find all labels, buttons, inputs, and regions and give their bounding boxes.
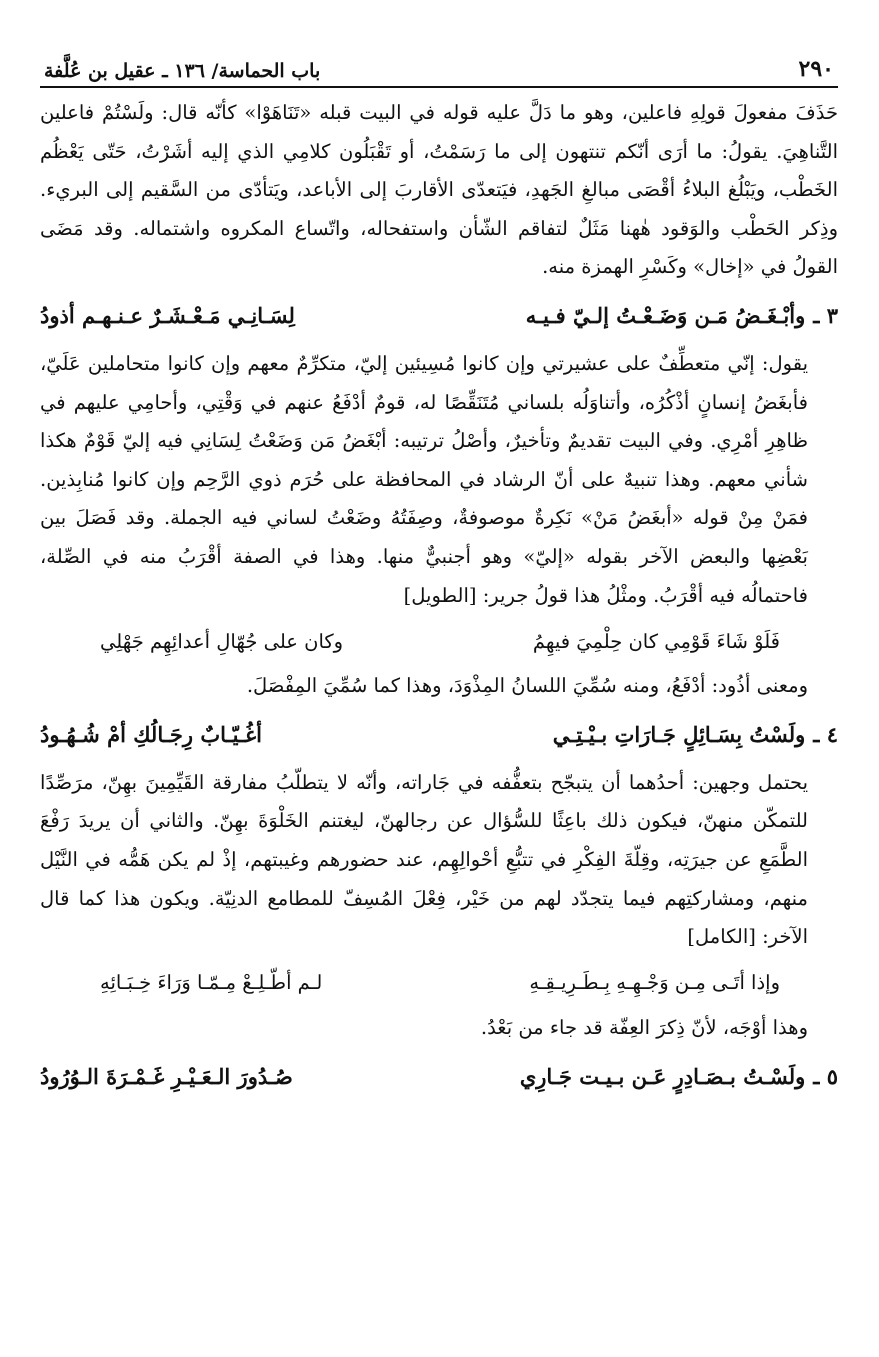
commentary-paragraph: يقول: إنّي متعطِّفٌ على عشيرتي وإن كانوا مُسِيئين إليّ، متكرِّمٌ معهم وإن كانوا متحاملين عَلَيّ، فأبغَضُ إنسانٍ أذْكُرُه، وأتناوَلُه بلساني مُتَنَقِّصًا له، قومٌ أدْفَعُ عنهم في وَقْتِي، وأحامِي عليهم في ظاهِرِ أمْرِي. وفي البيت تقديمٌ وتأخيرٌ، وأصْلُ ترتيبه: أبْغَضُ مَن وَضَعْتُ لِسَانِي فيه إليّ قَوْمٌ هكذا شأني معهم. وهذا تنبيهٌ على أنّ الرشاد في المحافظة على حُرَم ذوي الرَّحِم وإن كانوا مُنابِذين. فمَنْ مِنْ قوله «أبغَضُ مَنْ» نَكِرةٌ موصوفةٌ، وصِفَتُهُ وضَعْتُ لساني فيه الجملة. وقد فَصَلَ بين بَعْضِها والبعض الآخر بقوله «إليّ» وهو أجنبيٌّ منها. وهذا في الصفة أقْرَبُ منه في الصِّلة، فاحتمالُه فيه أقْرَبُ. ومثْلُ هذا قولُ جرير: [الطويل] <box>40 351 808 607</box>
couplet-hemistich-second: وكان على جُهّالِ أعدائِهِم جَهْلِي <box>100 629 344 653</box>
page-number: ٢٩٠ <box>798 56 834 82</box>
quoted-couplet <box>40 963 838 1003</box>
couplet-hemistich-second: لـم أطّـلِـعْ مِـمّـا وَرَاءَ خِـبَـائِهِ <box>100 971 323 995</box>
verse-hemistich-second: صُـدُورَ الـعَـيْـرِ غَـمْـرَةَ الـوُرُودُ <box>40 1063 293 1089</box>
verse-hemistich-first: ولَسْـتُ بـصَـادِرٍ عَـن بـيـت جَـارِي <box>519 1063 806 1089</box>
verse-number: ٥ ـ <box>813 1063 838 1089</box>
verse-number: ٤ ـ <box>813 722 838 748</box>
page-header <box>40 44 838 88</box>
couplet-hemistich-first: وإذا أتَـى مِـن وَجْـهِـهِ بِـطَـرِيـقِـهِ <box>529 971 780 995</box>
couplet-hemistich-first: فَلَوْ شَاءَ قَوْمِي كان حِلْمِيَ فيهِمُ <box>532 629 780 653</box>
verse-hemistich-first: وأبْـغَـضُ مَـن وَضَـعْـتُ إلـيّ فـيـه <box>525 303 806 329</box>
verse-line-3 <box>40 295 838 337</box>
verse-line-4 <box>40 714 838 756</box>
document-page <box>40 44 838 1105</box>
commentary-paragraph: ومعنى أذُود: أدْفَعُ، ومنه سُمِّيَ اللسانُ المِذْوَدَ، وهذا كما سُمِّيَ المِفْصَلَ. <box>246 674 808 698</box>
verse-number: ٣ ـ <box>813 303 838 329</box>
commentary-paragraph: وهذا أوْجَه، لأنّ ذِكرَ العِفّة قد جاء من بَعْدُ. <box>480 1015 808 1039</box>
running-title: باب الحماسة/ ١٣٦ ـ عقيل بن عُلَّفة <box>44 60 321 82</box>
commentary-paragraph: يحتمل وجهين: أحدُهما أن يتبجّح بتعفُّفه في جَاراته، وأنّه لا يتطلّبُ مفارقة القَيِّمِينَ بهِنّ، مرَصِّدًا للتمكّن منهنّ، فيكون ذلك باعِثًا للسُّؤال عن رجالهنّ، ليغتنم الخَلْوَةَ بهِنّ. والثاني أن يريدَ رَفْعَ الطَّمَعِ عن جيرَتِه، وقِلّةَ الفِكْرِ في تتبُّعِ أحْوالِهِم، عند حضورهم وغيبتهم، إذْ لم يكن هَمُّه في النَّيْل منهم، ومشاركتِهم فيما يتجدّد لهم من خَيْر، فِعْلَ المُسِفّ للمطامع الدنِيّة. ويكون هذا كما قال الآخر: [الكامل] <box>40 770 808 949</box>
quoted-couplet <box>40 621 838 661</box>
verse-hemistich-first: ولَسْتُ بِسَـائِلٍ جَـارَاتِ بـيْـتِـي <box>552 722 806 748</box>
verse-hemistich-second: أغُـيّـابٌ رِجَـالُكِ أمْ شُـهُـودُ <box>40 722 262 748</box>
verse-line-5 <box>40 1055 838 1097</box>
verse-hemistich-second: لِسَـانِـي مَـعْـشَـرٌ عـنـهـم أذودُ <box>40 303 295 329</box>
commentary-paragraph: حَذَفَ مفعولَ قولِهِ فاعلين، وهو ما دَلَّ عليه قوله في البيت قبله «تَنَاهَوْا» كأنّه قال: ولَسْتُمْ فاعلين التَّناهِيَ. يقولُ: ما أرَى أنّكم تنتهون إلى ما رَسَمْتُ، أو تَقْبَلُون كلامِي الذي إليه أشَرْتُ، حَتّى يَعْظُم الخَطْب، ويَبْلُغ البلاءُ أقْصَى مبالغِ الجَهدِ، فيَتعدّى الأقاربَ إلى الأباعد، ويَتأدّى من السَّقيم إلى البريء. وذِكر الحَطْب والوَقود هٰهنا مَثَلٌ لتفاقم الشّأن واستفحاله، واتّساع المكروه واشتماله. وقد مَضَى القولُ في «إخال» وكَسْرِ الهمزة منه. <box>40 101 838 279</box>
